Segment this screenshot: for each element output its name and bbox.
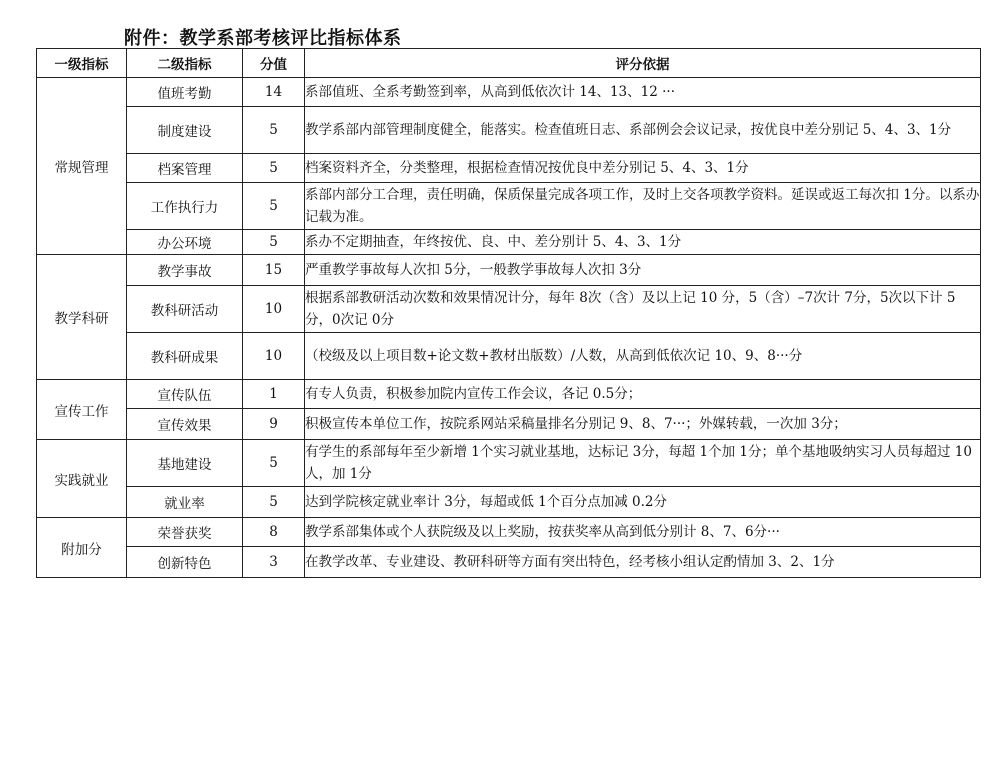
level2-cell: 教科研活动 bbox=[127, 286, 243, 333]
level2-cell: 宣传效果 bbox=[127, 409, 243, 440]
table-header-row bbox=[37, 49, 981, 78]
score-cell: 5 bbox=[243, 487, 305, 518]
table-row bbox=[37, 107, 981, 154]
table-row bbox=[37, 518, 981, 547]
criteria-cell: 达到学院核定就业率计 3分，每超或低 1个百分点加减 0.2分 bbox=[305, 487, 981, 518]
criteria-cell: 有专人负责，积极参加院内宣传工作会议，各记 0.5分； bbox=[305, 380, 981, 409]
criteria-cell: 根据系部教研活动次数和效果情况计分，每年 8次（含）及以上记 10 分，5（含）–7次计 7分，5次以下计 5分，0次记 0分 bbox=[305, 286, 981, 333]
index-table bbox=[36, 48, 981, 578]
score-cell: 10 bbox=[243, 286, 305, 333]
header-level2: 二级指标 bbox=[127, 49, 243, 78]
level2-cell: 宣传队伍 bbox=[127, 380, 243, 409]
table-row bbox=[37, 409, 981, 440]
level1-cell: 常规管理 bbox=[37, 78, 127, 255]
score-cell: 1 bbox=[243, 380, 305, 409]
table-row bbox=[37, 547, 981, 578]
level2-cell: 办公环境 bbox=[127, 230, 243, 255]
level2-cell: 基地建设 bbox=[127, 440, 243, 487]
level2-cell: 教科研成果 bbox=[127, 333, 243, 380]
header-criteria: 评分依据 bbox=[305, 49, 981, 78]
table-row bbox=[37, 255, 981, 286]
score-cell: 5 bbox=[243, 154, 305, 183]
score-cell: 9 bbox=[243, 409, 305, 440]
criteria-cell: 积极宣传本单位工作，按院系网站采稿量排名分别记 9、8、7···；外媒转载，一次加 3分； bbox=[305, 409, 981, 440]
header-score: 分值 bbox=[243, 49, 305, 78]
score-cell: 5 bbox=[243, 183, 305, 230]
table-row bbox=[37, 78, 981, 107]
document-title: 附件：教学系部考核评比指标体系 bbox=[124, 28, 402, 49]
table-row bbox=[37, 286, 981, 333]
score-cell: 8 bbox=[243, 518, 305, 547]
criteria-cell: 系部值班、全系考勤签到率，从高到低依次计 14、13、12 ··· bbox=[305, 78, 981, 107]
table-row bbox=[37, 380, 981, 409]
score-cell: 10 bbox=[243, 333, 305, 380]
table-row bbox=[37, 230, 981, 255]
score-cell: 14 bbox=[243, 78, 305, 107]
level2-cell: 创新特色 bbox=[127, 547, 243, 578]
score-cell: 5 bbox=[243, 440, 305, 487]
level1-cell: 附加分 bbox=[37, 518, 127, 578]
level2-cell: 档案管理 bbox=[127, 154, 243, 183]
criteria-cell: 教学系部集体或个人获院级及以上奖励，按获奖率从高到低分别计 8、7、6分··· bbox=[305, 518, 981, 547]
level1-cell: 宣传工作 bbox=[37, 380, 127, 440]
table-row bbox=[37, 183, 981, 230]
table-row bbox=[37, 487, 981, 518]
score-cell: 15 bbox=[243, 255, 305, 286]
criteria-cell: 有学生的系部每年至少新增 1个实习就业基地，达标记 3分，每超 1个加 1分；单个基地吸纳实习人员每超过 10 人，加 1分 bbox=[305, 440, 981, 487]
level2-cell: 荣誉获奖 bbox=[127, 518, 243, 547]
criteria-cell: 档案资料齐全，分类整理，根据检查情况按优良中差分别记 5、4、3、1分 bbox=[305, 154, 981, 183]
level2-cell: 制度建设 bbox=[127, 107, 243, 154]
criteria-cell: （校级及以上项目数+论文数+教材出版数）/人数，从高到低依次记 10、9、8···分 bbox=[305, 333, 981, 380]
level2-cell: 教学事故 bbox=[127, 255, 243, 286]
level2-cell: 值班考勤 bbox=[127, 78, 243, 107]
score-cell: 5 bbox=[243, 230, 305, 255]
level1-cell: 实践就业 bbox=[37, 440, 127, 518]
table-row bbox=[37, 440, 981, 487]
score-cell: 5 bbox=[243, 107, 305, 154]
criteria-cell: 在教学改革、专业建设、教研科研等方面有突出特色，经考核小组认定酌情加 3、2、1分 bbox=[305, 547, 981, 578]
criteria-cell: 教学系部内部管理制度健全，能落实。检查值班日志、系部例会会议记录，按优良中差分别记 5、4、3、1分 bbox=[305, 107, 981, 154]
table-row bbox=[37, 333, 981, 380]
level2-cell: 工作执行力 bbox=[127, 183, 243, 230]
criteria-cell: 系部内部分工合理，责任明确，保质保量完成各项工作，及时上交各项教学资料。延误或返工每次扣 1分。以系办记载为准。 bbox=[305, 183, 981, 230]
score-cell: 3 bbox=[243, 547, 305, 578]
criteria-cell: 严重教学事故每人次扣 5分，一般教学事故每人次扣 3分 bbox=[305, 255, 981, 286]
criteria-cell: 系办不定期抽查，年终按优、良、中、差分别计 5、4、3、1分 bbox=[305, 230, 981, 255]
level2-cell: 就业率 bbox=[127, 487, 243, 518]
header-level1: 一级指标 bbox=[37, 49, 127, 78]
level1-cell: 教学科研 bbox=[37, 255, 127, 380]
table-row bbox=[37, 154, 981, 183]
